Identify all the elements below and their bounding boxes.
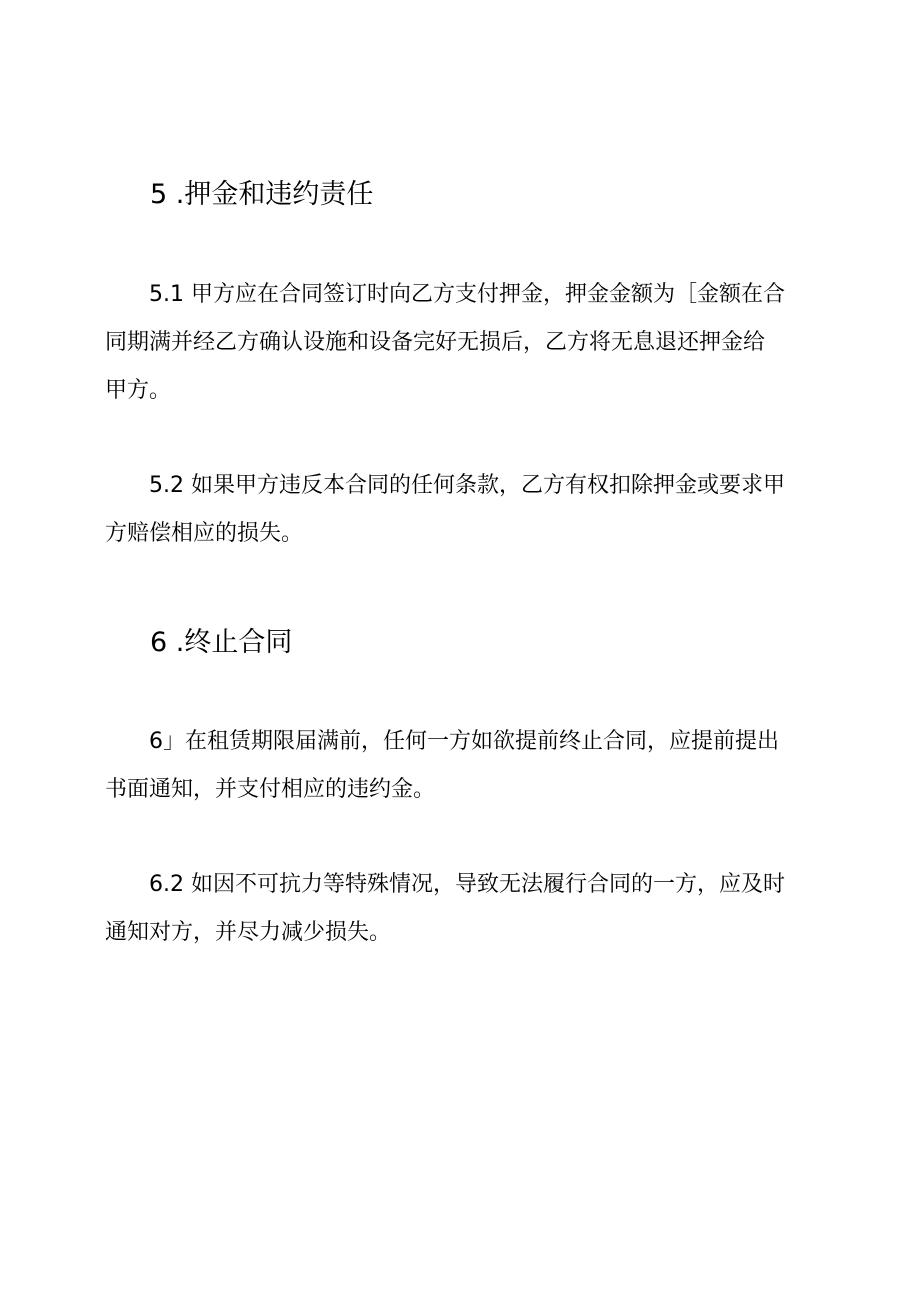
- clause-5-2-line-1: 5.2 如果甲方违反本合同的任何条款，乙方有权扣除押金或要求甲: [149, 473, 785, 498]
- clause-6-1-line-1: 6」在租赁期限届满前，任何一方如欲提前终止合同，应提前提出: [149, 729, 779, 754]
- section-5-heading: 5 .押金和违约责任: [150, 179, 374, 210]
- clause-5-1-line-2: 同期满并经乙方确认设施和设备完好无损后，乙方将无息退还押金给: [105, 330, 766, 355]
- clause-6-2-line-2: 通知对方，并尽力减少损失。: [105, 920, 392, 945]
- clause-5-1-line-3: 甲方。: [105, 378, 172, 403]
- clause-6-2: [105, 861, 821, 957]
- clause-6-2-line-1: 6.2 如因不可抗力等特殊情况，导致无法履行合同的一方，应及时: [149, 872, 785, 897]
- clause-6-1: [105, 718, 821, 814]
- clause-5-2-line-2: 方赔偿相应的损失。: [105, 521, 304, 546]
- clause-5-1-line-1: 5.1 甲方应在合同签订时向乙方支付押金，押金金额为［金额在合: [149, 282, 785, 307]
- clause-5-2: [105, 462, 821, 558]
- clause-5-1: [105, 271, 821, 415]
- section-6-heading: 6 .终止合同: [150, 627, 293, 658]
- clause-6-1-line-2: 书面通知，并支付相应的违约金。: [105, 777, 436, 802]
